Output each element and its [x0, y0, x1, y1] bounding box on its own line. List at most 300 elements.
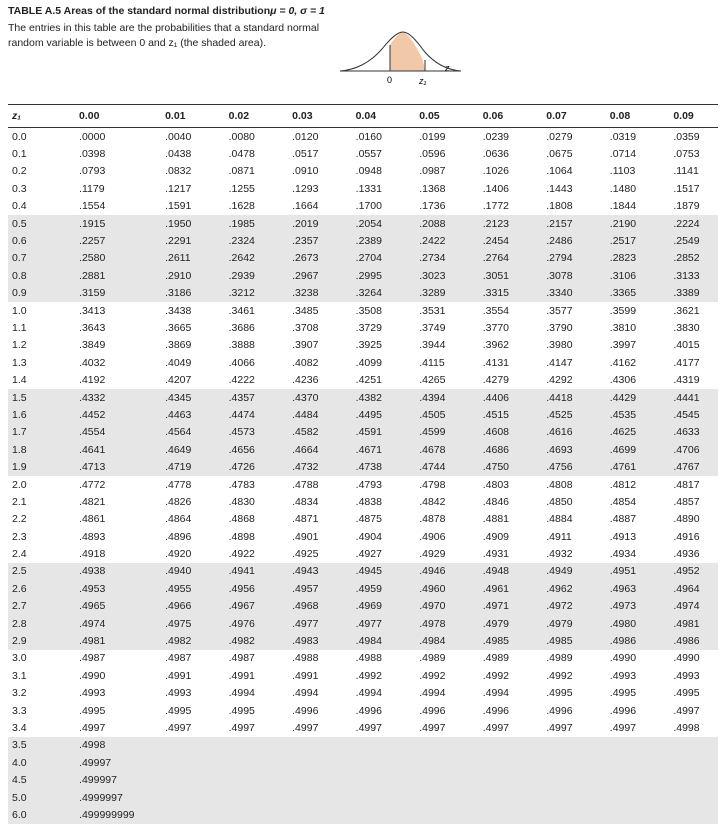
- table-cell: .1331: [355, 182, 382, 195]
- row-label: 1.2: [12, 339, 27, 352]
- row-label: 4.0: [8, 754, 60, 771]
- table-cell: .4977: [337, 615, 401, 632]
- table-cell: .4099: [355, 356, 382, 369]
- row-label: 1.1: [12, 321, 27, 334]
- table-cell: .4982: [210, 632, 274, 649]
- table-cell: .4993: [609, 669, 637, 682]
- table-cell: [146, 754, 210, 771]
- table-cell: .4909: [482, 530, 510, 543]
- table-cell: [400, 771, 464, 788]
- table-cell: .2422: [400, 232, 464, 249]
- table-cell: .4222: [228, 374, 255, 387]
- table-cell: .4993: [79, 687, 106, 700]
- table-cell: .4968: [273, 598, 337, 615]
- table-cell: .4826: [165, 495, 192, 508]
- table-cell: .4192: [79, 374, 106, 387]
- table-row: [8, 563, 718, 580]
- table-cell: .4850: [546, 495, 573, 508]
- table-header-row: [8, 105, 718, 128]
- table-cell: .4452: [60, 406, 146, 423]
- row-label: 2.9: [8, 632, 60, 649]
- table-cell: .4906: [419, 530, 446, 543]
- table-row: [8, 806, 718, 823]
- table-cell: .0948: [355, 165, 382, 178]
- table-cell: .4798: [419, 478, 446, 491]
- table-cell: .4960: [400, 580, 464, 597]
- row-label: 1.6: [8, 406, 60, 423]
- row-label: 1.9: [8, 458, 60, 475]
- table-cell: .4608: [464, 424, 528, 441]
- table-cell: .4838: [355, 495, 382, 508]
- table-cell: .4319: [673, 374, 700, 387]
- table-row: [8, 632, 718, 649]
- table-cell: [337, 789, 401, 806]
- column-header: 0.01: [146, 105, 210, 128]
- table-cell: .1628: [228, 200, 255, 213]
- table-cell: [591, 737, 655, 754]
- table-cell: .4664: [273, 441, 337, 458]
- table-cell: .4868: [228, 513, 255, 526]
- table-cell: .4990: [609, 652, 637, 665]
- table-cell: .4871: [292, 513, 319, 526]
- table-cell: .4884: [546, 513, 573, 526]
- table-cell: [527, 789, 591, 806]
- table-cell: .4966: [146, 598, 210, 615]
- table-cell: .4959: [337, 580, 401, 597]
- table-cell: .3461: [228, 304, 255, 317]
- table-cell: [273, 789, 337, 806]
- table-cell: .4591: [337, 424, 401, 441]
- table-cell: .4931: [482, 548, 510, 561]
- table-cell: .4991: [165, 669, 192, 682]
- table-cell: .4994: [419, 687, 446, 700]
- table-cell: [146, 737, 210, 754]
- table-cell: .4846: [482, 495, 510, 508]
- table-cell: .1064: [546, 165, 573, 178]
- table-row: [8, 615, 718, 632]
- table-cell: .4207: [165, 374, 192, 387]
- table-cell: .4545: [654, 406, 718, 423]
- table-cell: .4015: [673, 339, 700, 352]
- table-row: [8, 319, 718, 336]
- table-cell: .4854: [609, 495, 637, 508]
- table-cell: .0871: [228, 165, 255, 178]
- table-cell: .3888: [228, 339, 255, 352]
- table-cell: [654, 737, 718, 754]
- table-cell: .1368: [419, 182, 446, 195]
- table-cell: .2054: [337, 215, 401, 232]
- table-cell: [146, 771, 210, 788]
- table-cell: .4995: [546, 687, 573, 700]
- table-cell: .4997: [165, 721, 192, 734]
- table-cell: .3340: [527, 285, 591, 302]
- table-cell: .4864: [165, 513, 192, 526]
- table-cell: .4554: [60, 424, 146, 441]
- table-cell: .4998: [60, 737, 146, 754]
- table-cell: .2389: [337, 232, 401, 249]
- table-cell: .3078: [527, 267, 591, 284]
- table-row: [8, 389, 718, 406]
- table-cell: .4719: [146, 458, 210, 475]
- table-cell: .4925: [292, 548, 319, 561]
- table-row: [8, 424, 718, 441]
- table-cell: .4974: [654, 598, 718, 615]
- shaded-area: [390, 32, 425, 71]
- table-cell: .4875: [355, 513, 382, 526]
- table-cell: .4995: [673, 687, 700, 700]
- table-cell: .4878: [419, 513, 446, 526]
- table-cell: .4394: [400, 389, 464, 406]
- table-cell: .0199: [419, 130, 446, 143]
- table-cell: .1141: [673, 165, 699, 178]
- table-row: [8, 754, 718, 771]
- table-cell: .2939: [210, 267, 274, 284]
- table-cell: .0279: [546, 130, 573, 143]
- table-cell: .4744: [400, 458, 464, 475]
- table-cell: [273, 737, 337, 754]
- row-label: 3.1: [12, 669, 27, 682]
- table-cell: .4893: [79, 530, 106, 543]
- column-header: 0.07: [527, 105, 591, 128]
- table-cell: .0000: [79, 130, 106, 143]
- table-cell: .4987: [79, 652, 106, 665]
- table-row: [8, 685, 718, 702]
- table-cell: [654, 771, 718, 788]
- table-cell: .4370: [273, 389, 337, 406]
- table-cell: [210, 789, 274, 806]
- table-cell: .3159: [60, 285, 146, 302]
- table-cell: .3508: [355, 304, 382, 317]
- table-cell: [591, 754, 655, 771]
- table-row: [8, 406, 718, 423]
- table-cell: [210, 771, 274, 788]
- table-cell: [337, 806, 401, 823]
- table-cell: .0987: [419, 165, 446, 178]
- table-cell: .4992: [355, 669, 382, 682]
- table-cell: .0398: [79, 148, 106, 161]
- table-row: [8, 771, 718, 788]
- table-cell: .3665: [165, 321, 192, 334]
- table-cell: .4573: [210, 424, 274, 441]
- table-cell: .4834: [292, 495, 319, 508]
- table-cell: .1772: [482, 200, 510, 213]
- row-label: 0.8: [8, 267, 60, 284]
- row-label: 1.8: [8, 441, 60, 458]
- table-cell: .3869: [165, 339, 192, 352]
- table-row: [8, 145, 718, 162]
- column-header-z1: z₁: [8, 105, 60, 128]
- table-cell: [210, 737, 274, 754]
- table-cell: .4929: [419, 548, 446, 561]
- table-cell: .3133: [654, 267, 718, 284]
- table-row: [8, 250, 718, 267]
- table-cell: .1915: [60, 215, 146, 232]
- table-cell: .4671: [337, 441, 401, 458]
- table-cell: .3925: [355, 339, 382, 352]
- table-cell: .4633: [654, 424, 718, 441]
- curve-label-zero: 0: [387, 75, 393, 85]
- table-cell: .4738: [337, 458, 401, 475]
- table-cell: .4971: [464, 598, 528, 615]
- table-cell: .2357: [273, 232, 337, 249]
- table-cell: .4989: [546, 652, 573, 665]
- table-cell: .4699: [591, 441, 655, 458]
- table-cell: .4986: [654, 632, 718, 649]
- table-cell: .4686: [464, 441, 528, 458]
- table-cell: .3997: [609, 339, 637, 352]
- table-cell: .4934: [609, 548, 637, 561]
- table-cell: .3770: [482, 321, 510, 334]
- table-cell: .2881: [60, 267, 146, 284]
- table-cell: .2190: [591, 215, 655, 232]
- table-cell: .0120: [292, 130, 319, 143]
- table-cell: .4732: [273, 458, 337, 475]
- table-cell: .3621: [673, 304, 700, 317]
- table-cell: .3438: [165, 304, 192, 317]
- table-cell: .1179: [79, 182, 105, 195]
- table-row: [8, 232, 718, 249]
- row-label: 0.9: [8, 285, 60, 302]
- table-cell: .4641: [60, 441, 146, 458]
- row-label: 1.0: [12, 304, 27, 317]
- row-label: 5.0: [8, 789, 60, 806]
- table-cell: .0753: [673, 148, 700, 161]
- table-cell: .4082: [292, 356, 319, 369]
- table-cell: .4961: [464, 580, 528, 597]
- table-cell: .4429: [591, 389, 655, 406]
- table-cell: .4994: [482, 687, 510, 700]
- table-cell: .4941: [210, 563, 274, 580]
- table-row: [8, 128, 718, 146]
- table-cell: .4998: [673, 721, 700, 734]
- table-cell: [464, 737, 528, 754]
- table-cell: .2224: [654, 215, 718, 232]
- table-row: [8, 354, 718, 371]
- row-label: 2.7: [8, 598, 60, 615]
- row-label: 0.2: [12, 165, 27, 178]
- column-header: 0.00: [60, 105, 146, 128]
- table-cell: .4993: [165, 687, 192, 700]
- table-title: [8, 5, 325, 17]
- row-label: 0.0: [12, 130, 27, 143]
- table-cell: .4265: [419, 374, 446, 387]
- table-cell: .4162: [609, 356, 637, 369]
- table-cell: .4997: [228, 721, 255, 734]
- table-cell: .1844: [609, 200, 637, 213]
- curve-label-z1: z₁: [419, 76, 427, 86]
- table-cell: .4279: [482, 374, 510, 387]
- table-cell: .4911: [546, 530, 572, 543]
- table-cell: .499999999: [60, 806, 146, 823]
- table-cell: .3106: [591, 267, 655, 284]
- table-cell: .4997: [482, 721, 510, 734]
- table-cell: .3643: [79, 321, 106, 334]
- table-cell: [400, 754, 464, 771]
- table-cell: .4995: [228, 704, 255, 717]
- table-cell: .3212: [210, 285, 274, 302]
- table-cell: .4505: [400, 406, 464, 423]
- table-cell: .4997: [79, 721, 106, 734]
- table-cell: [400, 789, 464, 806]
- table-cell: .4984: [400, 632, 464, 649]
- table-cell: .4997: [546, 721, 573, 734]
- column-header: 0.02: [210, 105, 274, 128]
- table-cell: .3051: [464, 267, 528, 284]
- table-cell: .1808: [546, 200, 573, 213]
- table-row: [8, 545, 718, 562]
- table-cell: .4251: [355, 374, 382, 387]
- table-row: [8, 180, 718, 197]
- table-row: [8, 371, 718, 388]
- table-cell: .1736: [419, 200, 446, 213]
- table-cell: .4474: [210, 406, 274, 423]
- column-header: 0.06: [464, 105, 528, 128]
- table-cell: .4997: [419, 721, 446, 734]
- table-cell: .4994: [292, 687, 319, 700]
- table-cell: .0040: [165, 130, 192, 143]
- table-cell: .3708: [292, 321, 319, 334]
- table-cell: .4964: [654, 580, 718, 597]
- table-cell: .4582: [273, 424, 337, 441]
- table-cell: .4927: [355, 548, 382, 561]
- table-cell: [210, 754, 274, 771]
- table-cell: .4997: [673, 704, 700, 717]
- table-cell: .4986: [591, 632, 655, 649]
- table-cell: .0319: [609, 130, 637, 143]
- table-cell: .4990: [79, 669, 106, 682]
- table-cell: .4916: [673, 530, 700, 543]
- table-cell: .4706: [654, 441, 718, 458]
- table-cell: .4803: [482, 478, 510, 491]
- table-row: [8, 737, 718, 754]
- table-cell: .4988: [355, 652, 382, 665]
- table-cell: .4996: [609, 704, 637, 717]
- table-row: [8, 511, 718, 528]
- table-cell: [591, 806, 655, 823]
- table-cell: .4983: [273, 632, 337, 649]
- table-cell: .1406: [482, 182, 510, 195]
- row-label: 6.0: [8, 806, 60, 823]
- table-cell: .4495: [337, 406, 401, 423]
- row-label: 1.3: [12, 356, 27, 369]
- table-cell: [654, 754, 718, 771]
- table-cell: .4345: [146, 389, 210, 406]
- table-cell: .499997: [60, 771, 146, 788]
- row-label: 2.2: [12, 513, 27, 526]
- table-cell: .4890: [673, 513, 700, 526]
- table-cell: .4382: [337, 389, 401, 406]
- table-cell: .1517: [673, 182, 700, 195]
- table-cell: .4972: [527, 598, 591, 615]
- table-row: [8, 650, 718, 667]
- row-label: 1.5: [8, 389, 60, 406]
- table-cell: .4131: [482, 356, 510, 369]
- table-cell: .4996: [355, 704, 382, 717]
- table-cell: .3790: [546, 321, 573, 334]
- table-cell: .4904: [355, 530, 382, 543]
- row-label: 3.5: [8, 737, 60, 754]
- table-cell: .4616: [527, 424, 591, 441]
- table-cell: .4357: [210, 389, 274, 406]
- table-cell: .3365: [591, 285, 655, 302]
- table-row: [8, 163, 718, 180]
- table-cell: .0080: [228, 130, 255, 143]
- table-cell: .4940: [146, 563, 210, 580]
- table-cell: .3485: [292, 304, 319, 317]
- table-cell: .1293: [292, 182, 319, 195]
- table-row: [8, 441, 718, 458]
- table-cell: .2580: [60, 250, 146, 267]
- table-cell: .4979: [464, 615, 528, 632]
- table-cell: .4418: [527, 389, 591, 406]
- table-cell: .4564: [146, 424, 210, 441]
- table-cell: .2642: [210, 250, 274, 267]
- table-cell: .2549: [654, 232, 718, 249]
- table-cell: .4898: [228, 530, 255, 543]
- table-cell: .4973: [591, 598, 655, 615]
- table-cell: [527, 771, 591, 788]
- table-cell: .4989: [482, 652, 510, 665]
- table-cell: .4678: [400, 441, 464, 458]
- table-cell: .4817: [673, 478, 700, 491]
- table-cell: .4996: [292, 704, 319, 717]
- table-cell: .0438: [165, 148, 192, 161]
- table-description: The entries in this table are the probabilities that a standard normal random variable is between 0 and z₁ (the shaded area).: [8, 22, 320, 49]
- table-cell: .4625: [591, 424, 655, 441]
- table-cell: .2704: [337, 250, 401, 267]
- table-cell: .4997: [292, 721, 319, 734]
- table-cell: .3264: [337, 285, 401, 302]
- table-cell: .4993: [673, 669, 700, 682]
- table-cell: .4948: [464, 563, 528, 580]
- table-cell: .4861: [79, 513, 106, 526]
- table-cell: .4821: [79, 495, 106, 508]
- table-cell: .4918: [79, 548, 106, 561]
- table-cell: [400, 806, 464, 823]
- table-cell: [146, 789, 210, 806]
- row-label: 3.2: [12, 687, 27, 700]
- row-label: 3.0: [12, 652, 27, 665]
- table-cell: .4989: [419, 652, 446, 665]
- table-cell: .4994: [228, 687, 255, 700]
- row-label: 4.5: [8, 771, 60, 788]
- table-cell: .4812: [609, 478, 637, 491]
- table-cell: .4913: [609, 530, 637, 543]
- table-cell: .2517: [591, 232, 655, 249]
- table-cell: .4996: [419, 704, 446, 717]
- table-row: [8, 598, 718, 615]
- table-cell: .4778: [165, 478, 192, 491]
- table-cell: .1554: [79, 200, 106, 213]
- row-label: 1.7: [8, 424, 60, 441]
- table-cell: .4938: [60, 563, 146, 580]
- table-cell: [527, 806, 591, 823]
- table-cell: .0239: [482, 130, 510, 143]
- table-cell: .2157: [527, 215, 591, 232]
- table-row: [8, 580, 718, 597]
- table-cell: .4793: [355, 478, 382, 491]
- table-cell: .3849: [79, 339, 106, 352]
- table-cell: .3531: [419, 304, 446, 317]
- table-row: [8, 493, 718, 510]
- table-cell: .4713: [60, 458, 146, 475]
- table-cell: .4441: [654, 389, 718, 406]
- table-cell: .1591: [165, 200, 192, 213]
- row-label: 2.0: [12, 478, 27, 491]
- table-cell: .4991: [292, 669, 319, 682]
- column-header: 0.04: [337, 105, 401, 128]
- table-cell: [273, 806, 337, 823]
